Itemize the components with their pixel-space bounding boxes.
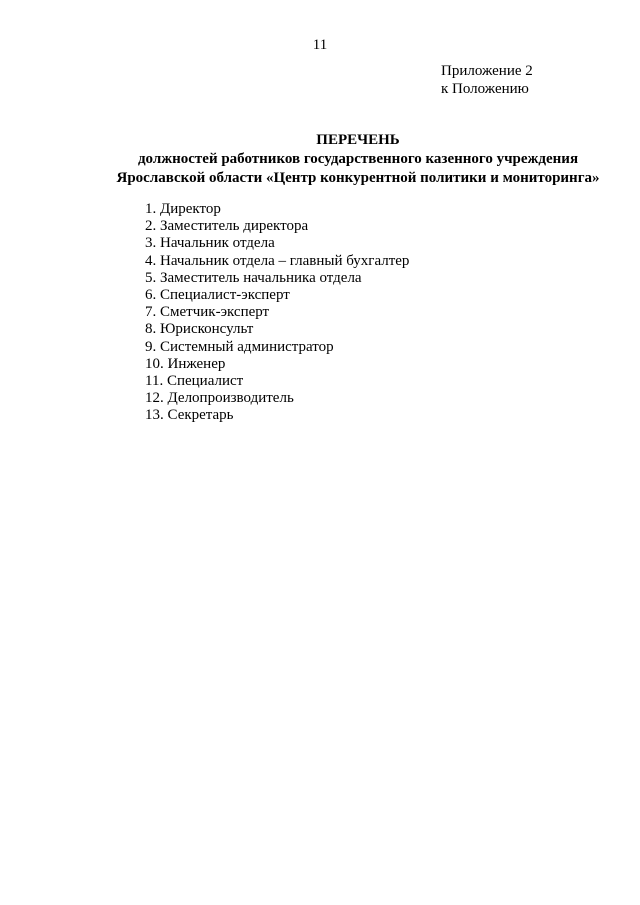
list-item: 12. Делопроизводитель <box>145 390 294 407</box>
list-item: 6. Специалист-эксперт <box>145 287 290 304</box>
title-heading: ПЕРЕЧЕНЬ <box>316 132 400 148</box>
list-item: 13. Секретарь <box>145 407 234 424</box>
appendix-reference <box>441 62 533 98</box>
list-item: 5. Заместитель начальника отдела <box>145 269 362 286</box>
appendix-line-1: Приложение 2 <box>441 63 533 79</box>
list-item: 8. Юрисконсульт <box>145 321 254 338</box>
list-item: 3. Начальник отдела <box>145 235 275 252</box>
list-item: 10. Инженер <box>145 355 226 372</box>
positions-list <box>145 201 409 425</box>
list-item: 7. Сметчик-эксперт <box>145 304 270 321</box>
list-item: 11. Специалист <box>145 373 244 390</box>
appendix-line-2: к Положению <box>441 81 529 97</box>
list-item: 4. Начальник отдела – главный бухгалтер <box>145 252 410 269</box>
list-item: 1. Директор <box>145 201 221 217</box>
page-number: 11 <box>312 37 328 53</box>
title-line-2: должностей работников государственного казенного учреждения <box>137 151 579 167</box>
list-item: 2. Заместитель директора <box>145 218 309 235</box>
document-title <box>0 131 640 188</box>
title-line-3: Ярославской области «Центр конкурентной политики и мониторинга» <box>116 170 600 186</box>
list-item: 9. Системный администратор <box>145 338 334 355</box>
